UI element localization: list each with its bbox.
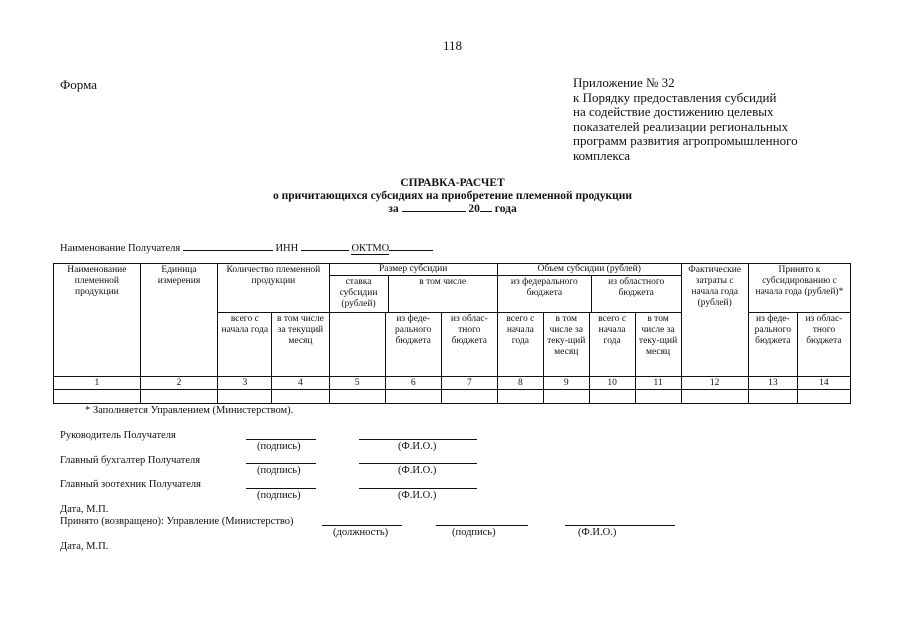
- header-reg: из облас-тного бюджета: [441, 313, 497, 377]
- column-number: 11: [635, 377, 681, 390]
- header-name: Наименование племенной продукции: [54, 264, 141, 377]
- accepted-signature-line[interactable]: [436, 525, 528, 526]
- appendix-line: на содействие достижению целевых: [573, 104, 774, 119]
- appendix-line: показателей реализации региональных: [573, 118, 789, 134]
- table-cell[interactable]: [543, 390, 589, 404]
- table-cell[interactable]: [635, 390, 681, 404]
- subsidy-table: [53, 263, 851, 404]
- signature-caption: (подпись): [452, 527, 496, 538]
- fio-caption: (Ф.И.О.): [398, 490, 437, 501]
- table-cell[interactable]: [54, 390, 141, 404]
- appendix-line: программ развития агропромышленного: [573, 133, 798, 148]
- document-title: [0, 177, 905, 216]
- fio-caption: (Ф.И.О.): [578, 527, 617, 538]
- column-number: 3: [218, 377, 272, 390]
- signature-caption: (подпись): [257, 465, 301, 476]
- table-row[interactable]: [54, 390, 851, 404]
- header-vol-reg: из областного бюджета: [608, 277, 665, 298]
- title-main: СПРАВКА-РАСЧЕТ: [400, 177, 505, 189]
- fio-caption: (Ф.И.О.): [398, 441, 437, 452]
- zootech-signature-line[interactable]: [246, 488, 316, 489]
- year-suffix: года: [494, 203, 517, 215]
- header-accepted: Принято к субсидированию с начала года (рублей)*: [748, 264, 850, 313]
- inn-field[interactable]: [301, 240, 349, 251]
- table-cell[interactable]: [385, 390, 441, 404]
- header-fed: из феде-рального бюджета: [385, 313, 441, 377]
- column-number: 4: [272, 377, 329, 390]
- accountant-signature-line[interactable]: [246, 463, 316, 464]
- table-cell[interactable]: [589, 390, 635, 404]
- column-number: 7: [441, 377, 497, 390]
- header-volume: [497, 264, 681, 313]
- position-line[interactable]: [322, 525, 402, 526]
- accountant-fio-line[interactable]: [359, 463, 477, 464]
- date-mp-1: Дата, М.П.: [60, 504, 109, 515]
- accepted-label: Принято (возвращено): Управление (Министерство): [60, 516, 294, 527]
- footnote: * Заполняется Управлением (Министерством).: [85, 405, 294, 416]
- appendix-block: [573, 76, 798, 163]
- year-prefix: за: [388, 203, 399, 215]
- oktmo-field[interactable]: [389, 240, 433, 251]
- header-vol-total2: всего с начала года: [589, 313, 635, 377]
- header-volume-label: Объем субсидии (рублей): [498, 264, 681, 276]
- column-number: 6: [385, 377, 441, 390]
- form-label: Форма: [60, 77, 97, 92]
- column-number: 9: [543, 377, 589, 390]
- recipient-name-field[interactable]: [183, 240, 273, 251]
- column-number: 10: [589, 377, 635, 390]
- oktmo-label: ОКТМО: [351, 243, 390, 254]
- year-blank[interactable]: [480, 202, 492, 212]
- table-cell[interactable]: [218, 390, 272, 404]
- column-number: 12: [681, 377, 748, 390]
- header-unit: Единица измерения: [140, 264, 218, 377]
- header-quantity: Количество племенной продукции: [218, 264, 329, 313]
- header-incl: в том числе: [419, 277, 467, 287]
- appendix-line: Приложение № 32: [573, 75, 675, 90]
- page-number: 118: [442, 38, 463, 53]
- title-year: [0, 202, 905, 216]
- appendix-line: комплекса: [573, 147, 631, 163]
- fio-caption: (Ф.И.О.): [398, 465, 437, 476]
- header-rate: ставка субсидии (рублей): [330, 276, 389, 312]
- header-vol-month2: в том числе за теку-щий месяц: [635, 313, 681, 377]
- header-size-label: Размер субсидии: [330, 264, 497, 276]
- inn-label: ИНН: [275, 243, 299, 254]
- header-vol-fed: из федерального бюджета: [498, 276, 592, 312]
- accountant-label: Главный бухгалтер Получателя: [60, 455, 201, 466]
- table-cell[interactable]: [797, 390, 850, 404]
- head-fio-line[interactable]: [359, 439, 477, 440]
- title-sub: о причитающихся субсидиях на приобретение племенной продукции: [272, 189, 632, 202]
- header-vol-month1: в том числе за теку-щий месяц: [543, 313, 589, 377]
- table-cell[interactable]: [441, 390, 497, 404]
- header-rate-blank: [329, 313, 385, 377]
- table-cell[interactable]: [140, 390, 218, 404]
- year-mid: 20: [468, 203, 480, 215]
- table-cell[interactable]: [748, 390, 797, 404]
- recipient-name-label: Наименование Получателя: [60, 243, 181, 254]
- header-acc-fed: из феде-рального бюджета: [748, 313, 797, 377]
- header-qty-month: в том числе за текущий месяц: [272, 313, 329, 377]
- date-blank[interactable]: [402, 202, 466, 212]
- position-caption: (должность): [333, 527, 389, 538]
- column-number: 8: [497, 377, 543, 390]
- signature-caption: (подпись): [257, 490, 301, 501]
- zootech-label: Главный зоотехник Получателя: [60, 479, 202, 490]
- header-actual: Фактические затраты с начала года (рублей): [681, 264, 748, 377]
- table-cell[interactable]: [497, 390, 543, 404]
- table-cell[interactable]: [272, 390, 329, 404]
- table-cell[interactable]: [681, 390, 748, 404]
- table-cell[interactable]: [329, 390, 385, 404]
- appendix-line: к Порядку предоставления субсидий: [573, 89, 777, 105]
- header-qty-total: всего с начала года: [218, 313, 272, 377]
- recipient-line: [60, 240, 433, 254]
- accepted-fio-line[interactable]: [565, 525, 675, 526]
- signature-caption: (подпись): [257, 441, 301, 452]
- column-number-row: [54, 377, 851, 390]
- date-mp-2: Дата, М.П.: [60, 541, 109, 552]
- column-number: 13: [748, 377, 797, 390]
- column-number: 1: [54, 377, 141, 390]
- head-label: Руководитель Получателя: [60, 430, 176, 441]
- head-signature-line[interactable]: [246, 439, 316, 440]
- column-number: 14: [797, 377, 850, 390]
- column-number: 5: [329, 377, 385, 390]
- zootech-fio-line[interactable]: [359, 488, 477, 489]
- header-acc-reg: из облас-тного бюджета: [797, 313, 850, 377]
- header-vol-total1: всего с начала года: [497, 313, 543, 377]
- column-number: 2: [140, 377, 218, 390]
- header-size: [329, 264, 497, 313]
